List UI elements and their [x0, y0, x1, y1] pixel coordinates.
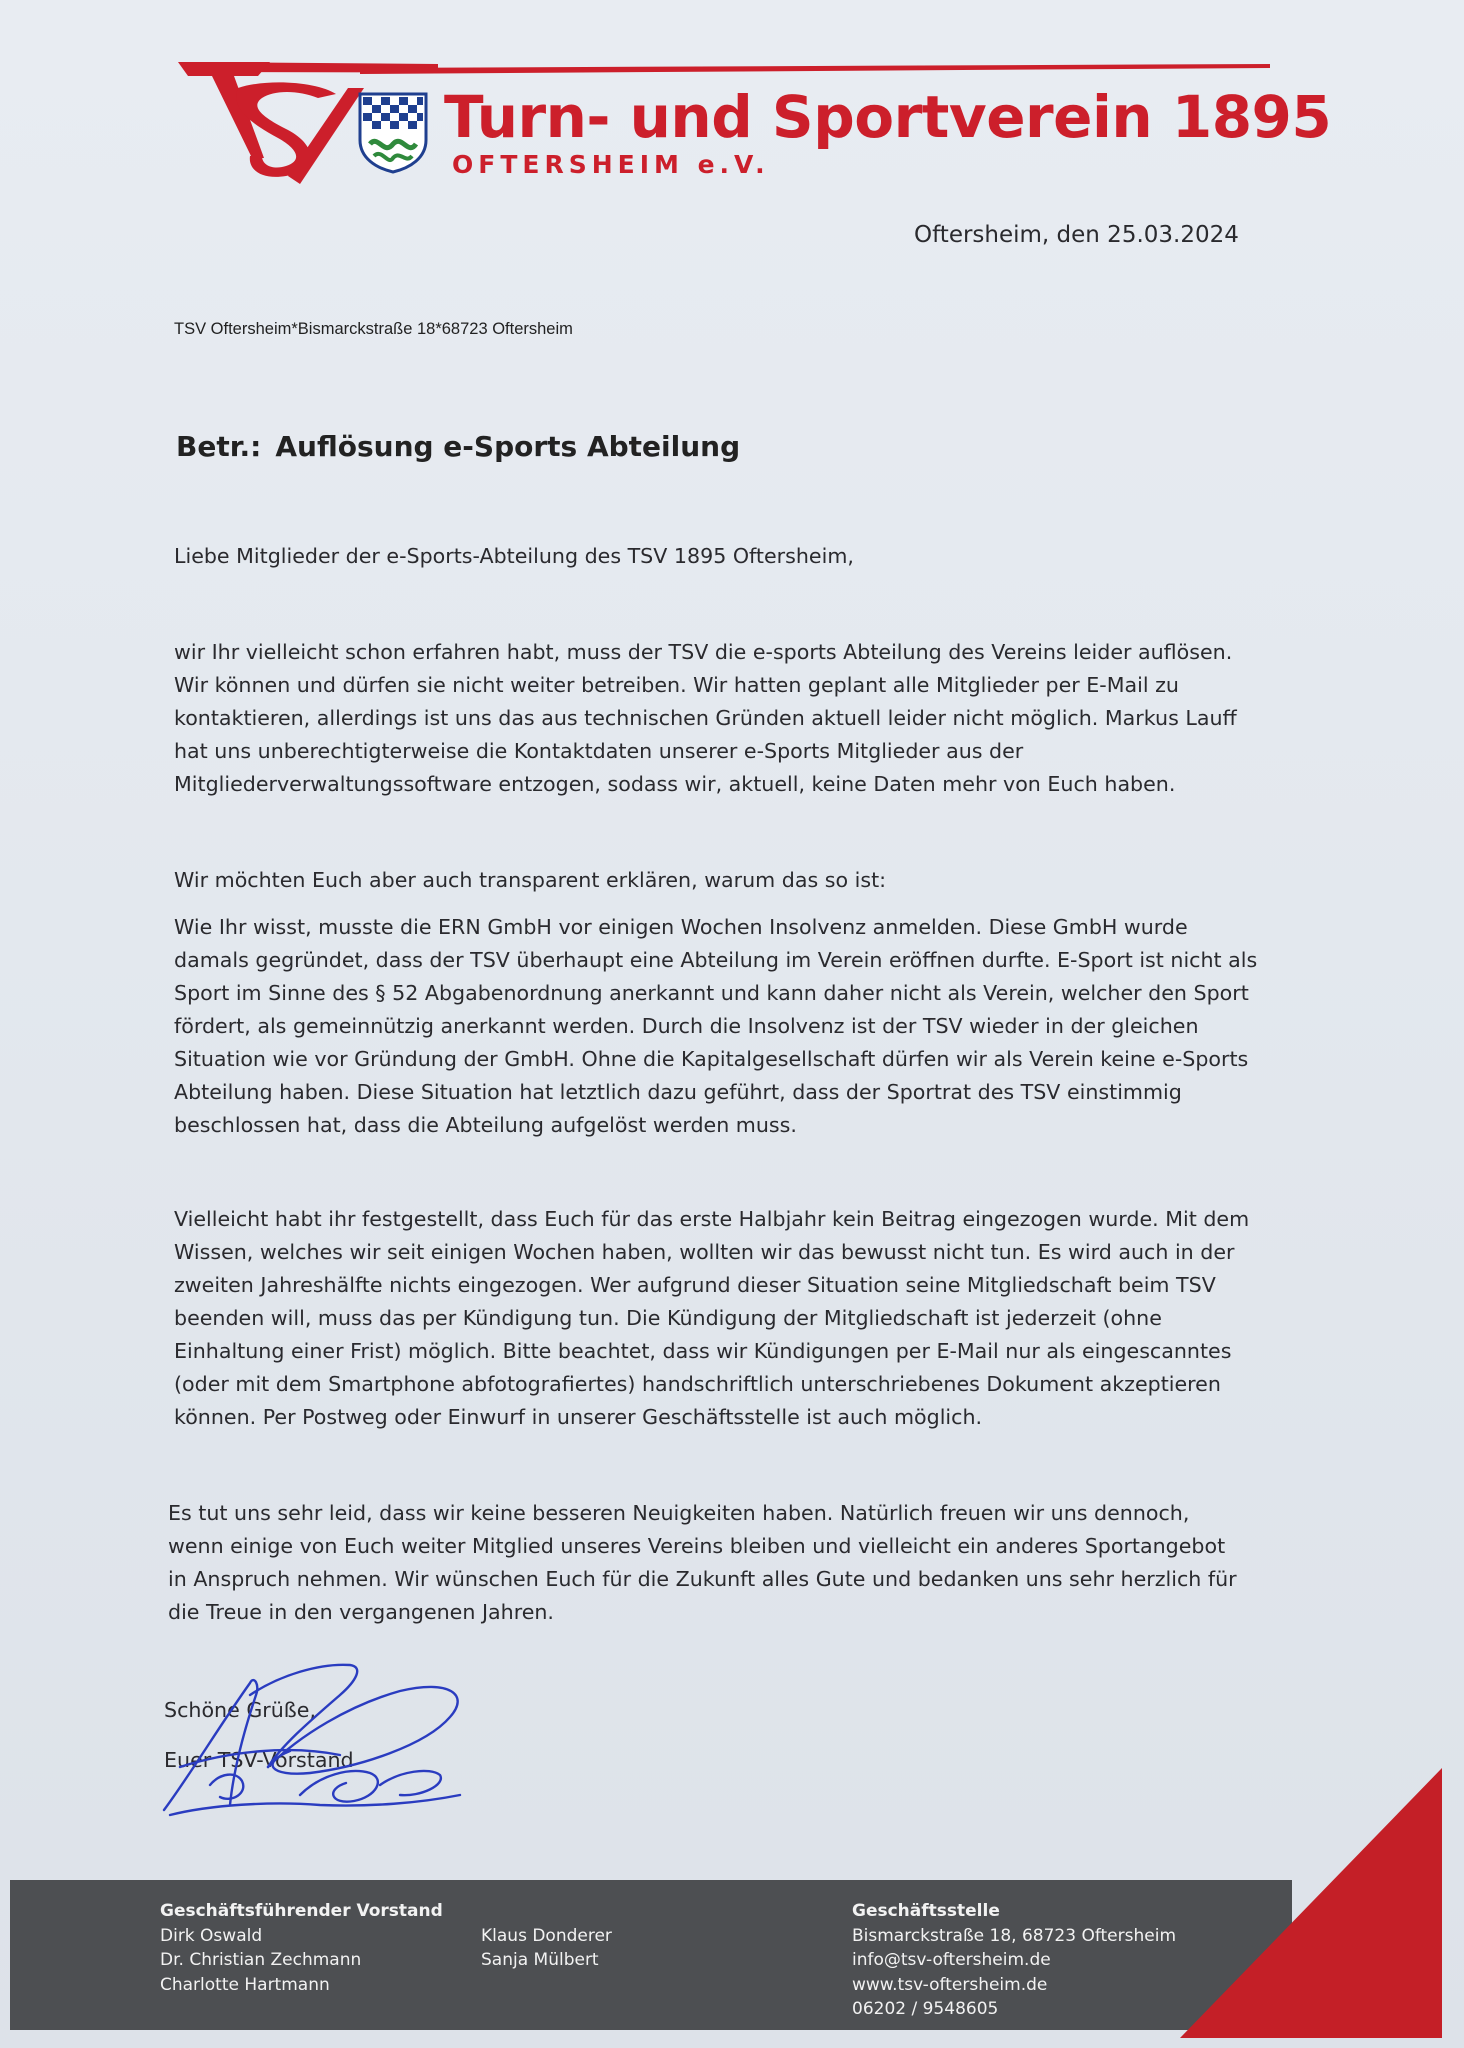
salutation — [174, 540, 1234, 573]
paragraph-line: Es tut uns sehr leid, dass wir keine besseren Neuigkeiten haben. Natürlich freuen wir uns dennoch, — [168, 1501, 1190, 1525]
paragraph-line: die Treue in den vergangenen Jahren. — [168, 1600, 554, 1624]
paragraph-line: Mitgliederverwaltungssoftware entzogen, sodass wir, aktuell, keine Daten mehr von Euch haben. — [174, 772, 1176, 796]
board-member: Klaus Donderer — [481, 1925, 612, 1946]
closing-greeting: Schöne Grüße, — [164, 1698, 316, 1722]
club-logo — [178, 58, 438, 188]
letter-date: Oftersheim, den 25.03.2024 — [914, 222, 1239, 248]
paragraph-4 — [174, 1203, 1250, 1434]
board-member: Charlotte Hartmann — [160, 1974, 330, 1995]
handwritten-signature — [150, 1655, 490, 1825]
paragraph-line: in Anspruch nehmen. Wir wünschen Euch für die Zukunft alles Gute und bedanken uns sehr herzlich für — [168, 1567, 1237, 1591]
paragraph-1 — [174, 636, 1237, 801]
paragraph-5 — [168, 1497, 1237, 1629]
closing-signoff: Euer TSV-Vorstand — [164, 1748, 354, 1772]
paragraph-line: hat uns unberechtigterweise die Kontaktdaten unserer e-Sports Mitglieder aus der — [174, 739, 1024, 763]
board-member: Dirk Oswald — [160, 1925, 263, 1946]
office-heading: Geschäftsstelle — [852, 1901, 1000, 1921]
office-column — [852, 1899, 1176, 2022]
paragraph-line: Wir möchten Euch aber auch transparent erklären, warum das so ist: — [174, 868, 887, 892]
paragraph-3 — [174, 911, 1258, 1142]
office-website: www.tsv-oftersheim.de — [852, 1974, 1048, 1995]
club-name: Turn- und Sportverein 1895 — [444, 83, 1332, 151]
board-member: Sanja Mülbert — [481, 1950, 599, 1970]
paragraph-line: Einhaltung einer Frist) möglich. Bitte beachtet, dass wir Kündigungen per E-Mail nur als eingescanntes — [174, 1339, 1232, 1363]
paragraph-line: Abteilung haben. Diese Situation hat letztlich dazu geführt, dass der Sportrat des TSV einstimmig — [174, 1080, 1182, 1104]
subject-prefix: Betr.: — [176, 430, 262, 463]
paragraph-line: Wir können und dürfen sie nicht weiter betreiben. Wir hatten geplant alle Mitglieder per E-Mail zu — [174, 673, 1179, 697]
paragraph-line: fördert, als gemeinnützig anerkannt werden. Durch die Insolvenz ist der TSV wieder in der gleichen — [174, 1014, 1199, 1038]
paragraph-line: Vielleicht habt ihr festgestellt, dass Euch für das erste Halbjahr kein Beitrag eingezogen wurde. Mit dem — [174, 1207, 1250, 1231]
board-column-1 — [160, 1899, 443, 1997]
salutation-line: Liebe Mitglieder der e-Sports-Abteilung des TSV 1895 Oftersheim, — [174, 544, 854, 568]
paragraph-line: Wie Ihr wisst, musste die ERN GmbH vor einigen Wochen Insolvenz anmelden. Diese GmbH wurde — [174, 915, 1188, 939]
paragraph-line: wir Ihr vielleicht schon erfahren habt, muss der TSV die e-sports Abteilung des Vereins leider auflösen. — [174, 640, 1233, 664]
paragraph-line: Situation wie vor Gründung der GmbH. Ohne die Kapitalgesellschaft dürfen wir als Verein keine e-Sports — [174, 1047, 1249, 1071]
club-location: OFTERSHEIM e.V. — [452, 150, 770, 179]
paragraph-line: zweiten Jahreshälfte nichts eingezogen. Wer aufgrund dieser Situation seine Mitgliedschaft beim TSV — [174, 1273, 1216, 1297]
paragraph-line: (oder mit dem Smartphone abfotografiertes) handschriftlich unterschriebenes Dokument akzeptieren — [174, 1372, 1221, 1396]
paragraph-line: damals gegründet, dass der TSV überhaupt eine Abteilung im Verein eröffnen durfte. E-Sport ist nicht als — [174, 948, 1258, 972]
paragraph-line: Sport im Sinne des § 52 Abgabenordnung anerkannt und kann daher nicht als Verein, welcher den Sport — [174, 981, 1249, 1005]
paragraph-line: können. Per Postweg oder Einwurf in unserer Geschäftsstelle ist auch möglich. — [174, 1405, 983, 1429]
office-email: info@tsv-oftersheim.de — [852, 1950, 1051, 1970]
paragraph-2 — [174, 864, 1234, 897]
board-member: Dr. Christian Zechmann — [160, 1950, 362, 1970]
paragraph-line: wenn einige von Euch weiter Mitglied unseres Vereins bleiben und vielleicht ein anderes Sportangebot — [168, 1534, 1226, 1558]
board-heading: Geschäftsführender Vorstand — [160, 1901, 443, 1921]
letter-subject — [176, 430, 740, 463]
office-phone: 06202 / 9548605 — [852, 1999, 999, 2019]
footer-red-triangle — [1180, 1768, 1442, 2038]
paragraph-line: Wissen, welches wir seit einigen Wochen haben, wollten wir das bewusst nicht tun. Es wird auch in der — [174, 1240, 1235, 1264]
paragraph-line: beenden will, muss das per Kündigung tun. Die Kündigung der Mitgliedschaft ist jederzeit (ohne — [174, 1306, 1162, 1330]
paragraph-line: kontaktieren, allerdings ist uns das aus technischen Gründen aktuell leider nicht möglich. Markus Lauff — [174, 706, 1237, 730]
paragraph-line: beschlossen hat, dass die Abteilung aufgelöst werden muss. — [174, 1113, 797, 1137]
office-address: Bismarckstraße 18, 68723 Oftersheim — [852, 1925, 1177, 1946]
board-column-2 — [481, 1924, 612, 1973]
subject-text: Auflösung e-Sports Abteilung — [275, 430, 741, 463]
header-swoosh-line — [360, 62, 1270, 76]
sender-address-line: TSV Oftersheim*Bismarckstraße 18*68723 Oftersheim — [174, 320, 573, 338]
